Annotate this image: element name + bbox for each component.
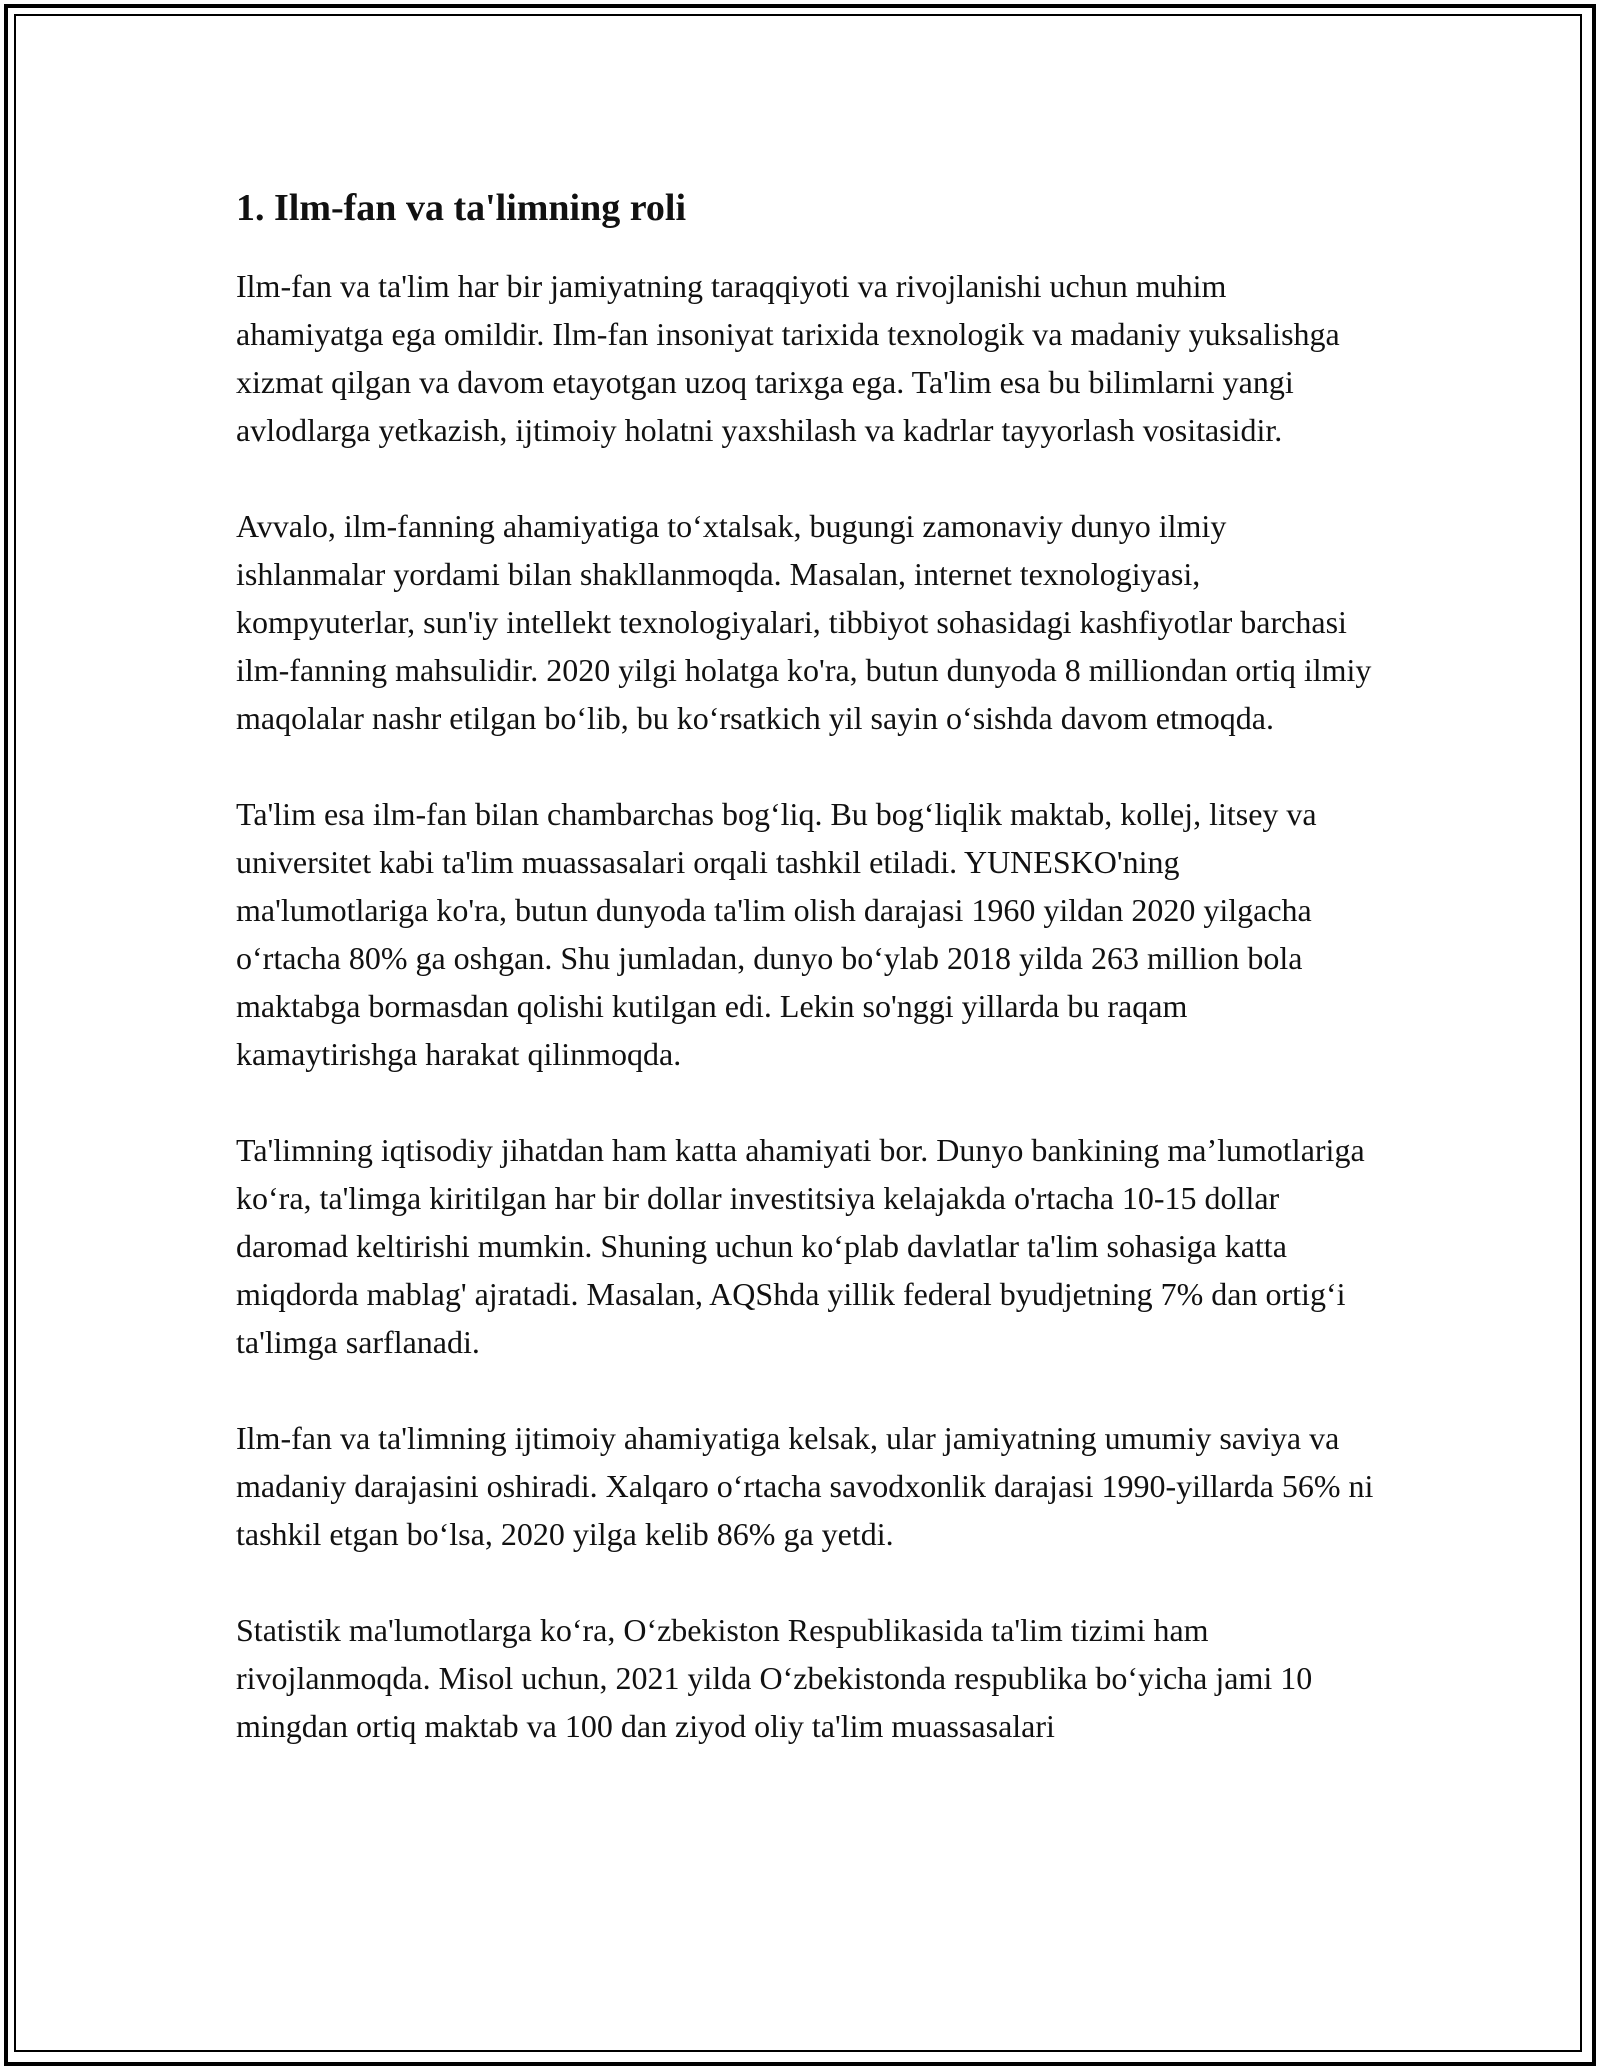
paragraph-2: Avvalo, ilm-fanning ahamiyatiga to‘xtalsak, bugungi zamonaviy dunyo ilmiy ishlanmalar yordami bilan shakllanmoqda. Masalan, internet texnologiyasi, kompyuterlar, sun'iy intellekt texnologiyalari, tibbiyot sohasidagi kashfiyotlar barchasi ilm-fanning mahsulidir. 2020 yilgi holatga ko'ra, butun dunyoda 8 milliondan ortiq ilmiy maqolalar nashr etilgan bo‘lib, bu ko‘rsatkich yil sayin o‘sishda davom etmoqda.: [236, 507, 1372, 736]
paragraph-4: Ta'limning iqtisodiy jihatdan ham katta ahamiyati bor. Dunyo bankining ma’lumotlariga ko‘ra, ta'limga kiritilgan har bir dollar investitsiya kelajakda o'rtacha 10-15 dollar daromad keltirishi mumkin. Shuning uchun ko‘plab davlatlar ta'lim sohasiga katta miqdorda mablag' ajratadi. Masalan, AQShda yillik federal byudjetning 7% dan ortig‘i ta'limga sarflanadi.: [236, 1131, 1365, 1360]
section-title: 1. Ilm-fan va ta'limning roli: [236, 187, 687, 229]
paragraph-5: Ilm-fan va ta'limning ijtimoiy ahamiyatiga kelsak, ular jamiyatning umumiy saviya va madaniy darajasini oshiradi. Xalqaro o‘rtacha savodxonlik darajasi 1990-yillarda 56% ni tashkil etgan bo‘lsa, 2020 yilga kelib 86% ga yetdi.: [236, 1419, 1374, 1552]
paragraph-6: Statistik ma'lumotlarga ko‘ra, O‘zbekiston Respublikasida ta'lim tizimi ham rivojlanmoqda. Misol uchun, 2021 yilda O‘zbekistonda respublika bo‘yicha jami 10 mingdan ortiq maktab va 100 dan ziyod oliy ta'lim muassasalari: [236, 1611, 1313, 1744]
paragraph-1: Ilm-fan va ta'lim har bir jamiyatning taraqqiyoti va rivojlanishi uchun muhim ahamiyatga ega omildir. Ilm-fan insoniyat tarixida texnologik va madaniy yuksalishga xizmat qilgan va davom etayotgan uzoq tarixga ega. Ta'lim esa bu bilimlarni yangi avlodlarga yetkazish, ijtimoiy holatni yaxshilash va kadrlar tayyorlash vositasidir.: [236, 267, 1340, 448]
paragraph-3: Ta'lim esa ilm-fan bilan chambarchas bog‘liq. Bu bog‘liqlik maktab, kollej, litsey va universitet kabi ta'lim muassasalari orqali tashkil etiladi. YUNESKO'ning ma'lumotlariga ko'ra, butun dunyoda ta'lim olish darajasi 1960 yildan 2020 yilgacha o‘rtacha 80% ga oshgan. Shu jumladan, dunyo bo‘ylab 2018 yilda 263 million bola maktabga bormasdan qolishi kutilgan edi. Lekin so'nggi yillarda bu raqam kamaytirishga harakat qilinmoqda.: [236, 795, 1317, 1072]
document-body: [236, 186, 1376, 1798]
